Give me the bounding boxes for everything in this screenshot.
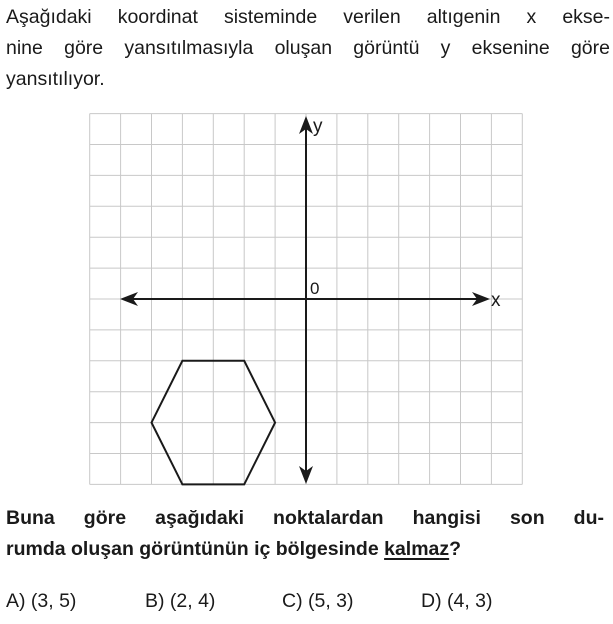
question-line-2-prefix: rumda oluşan görüntünün iç bölgesinde [6,538,385,560]
intro-line-2: nine göre yansıtılmasıyla oluşan görüntü y eksenine göre [6,37,610,59]
origin-label: 0 [310,279,320,298]
answer-options [0,590,613,620]
question-line-2-suffix: ? [449,538,462,560]
keyword-underlined: kalmaz [384,538,450,560]
x-axis-label: x [491,290,501,311]
option-d[interactable]: D) (4, 3) [421,590,493,612]
question-intro [6,2,610,95]
y-axis-label: y [313,116,323,137]
question-line-2 [6,534,604,565]
intro-line-3: yansıtılıyor. [6,68,105,90]
intro-line-1: Aşağıdaki koordinat sisteminde verilen altıgenin x ekse- [6,6,610,28]
question-text [6,503,604,565]
coordinate-figure [0,100,613,490]
option-c[interactable]: C) (5, 3) [282,590,354,612]
axes [120,116,490,484]
option-a[interactable]: A) (3, 5) [6,590,77,612]
question-line-1: Buna göre aşağıdaki noktalardan hangisi son du- [6,507,604,529]
option-b[interactable]: B) (2, 4) [145,590,216,612]
